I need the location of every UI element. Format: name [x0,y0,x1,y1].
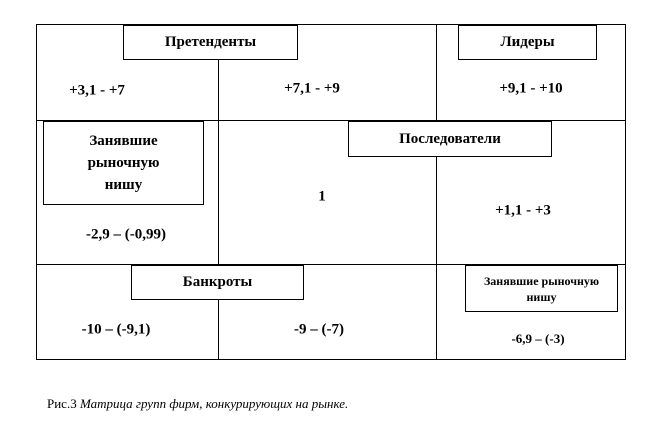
grid-col-divider-1 [218,24,219,360]
value-r1c1: +3,1 - +7 [69,82,125,99]
grid-right-border [625,24,626,360]
grid-col-divider-2 [436,24,437,360]
value-r3c1: -10 – (-9,1) [81,321,151,338]
label-lidery: Лидеры [458,25,597,60]
value-r2c2: 1 [318,188,326,205]
value-r1c3: +9,1 - +10 [499,80,563,97]
value-r3c2: -9 – (-7) [294,321,344,338]
value-r3c3: -6,9 – (-3) [511,331,565,346]
grid-left-border [36,24,37,360]
value-r2c1: -2,9 – (-0,99) [86,226,166,243]
label-pretendenty: Претенденты [123,25,298,60]
label-zanyavshie-nishu-2: Занявшие рыночную нишу [465,265,618,312]
label-bankroty: Банкроты [131,265,304,300]
label-posledovateli: Последователи [348,121,552,157]
label-zanyavshie-nishu-1: Занявшие рыночную нишу [43,121,204,205]
value-r2c3: +1,1 - +3 [495,202,551,219]
grid-bottom-border [36,359,626,360]
caption-prefix: Рис.3 [47,396,80,411]
value-r1c2: +7,1 - +9 [284,80,340,97]
caption-text: Матрица групп фирм, конкурирующих на рынке. [79,396,349,411]
figure-caption [47,396,348,412]
